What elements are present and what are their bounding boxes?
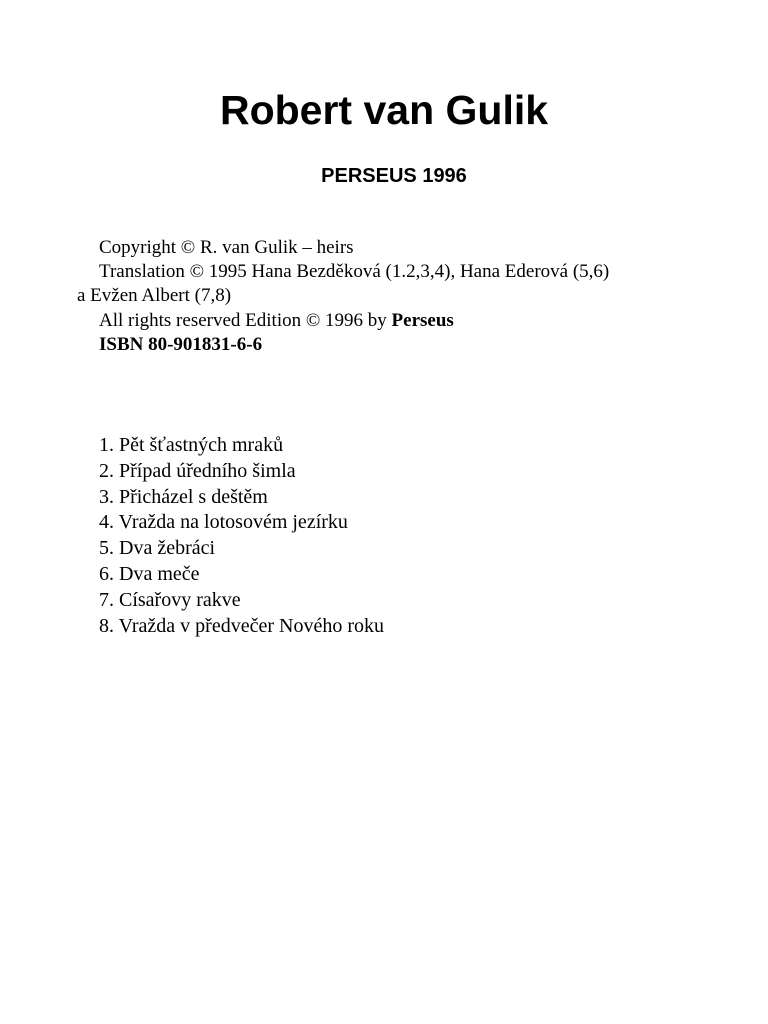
translation-line-continued: a Evžen Albert (7,8) — [77, 285, 232, 307]
contents-item: 2. Případ úředního šimla — [99, 459, 296, 482]
copyright-line: Copyright © R. van Gulik – heirs — [99, 237, 354, 258]
contents-item: 6. Dva meče — [99, 562, 200, 585]
contents-item: 4. Vražda na lotosovém jezírku — [99, 511, 348, 534]
author-title: Robert van Gulik — [219, 87, 549, 133]
rights-text: All rights reserved Edition © 1996 by — [99, 309, 392, 331]
rights-line — [77, 309, 737, 333]
translation-line: Translation © 1995 Hana Bezděková (1.2,3,4), Hana Ederová (5,6) — [99, 261, 610, 283]
publisher-line: PERSEUS 1996 — [321, 165, 467, 187]
isbn-line: ISBN 80-901831-6-6 — [99, 333, 263, 355]
copyright-block — [77, 236, 737, 357]
contents-item: 3. Přicházel s deštěm — [99, 485, 268, 508]
contents-item: 7. Císařovy rakve — [99, 588, 241, 611]
contents-item: 1. Pět šťastných mraků — [99, 434, 284, 456]
publisher-name: Perseus — [391, 309, 454, 331]
contents-item: 8. Vražda v předvečer Nového roku — [99, 614, 384, 637]
contents-list — [99, 433, 384, 639]
contents-item: 5. Dva žebráci — [99, 537, 216, 560]
